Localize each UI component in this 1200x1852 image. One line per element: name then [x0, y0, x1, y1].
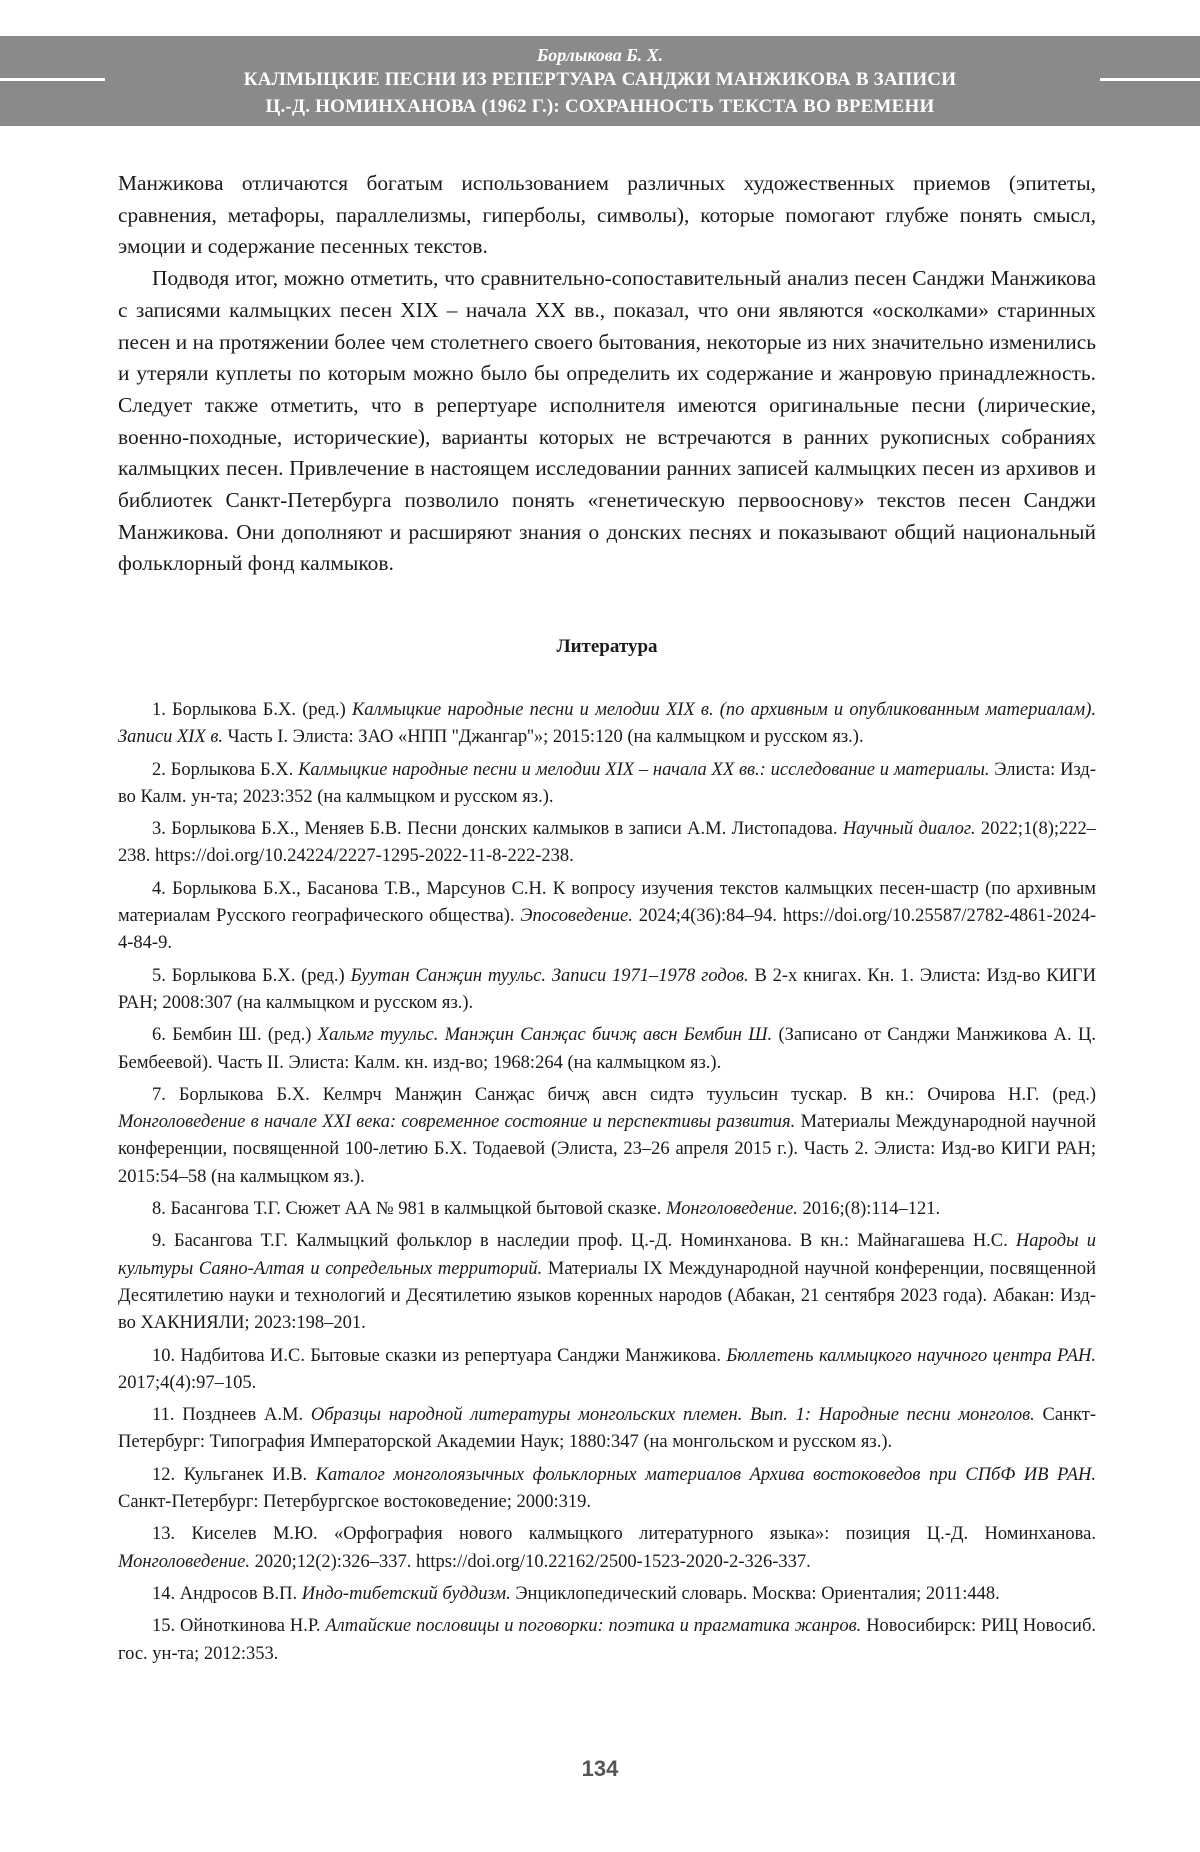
page-number: 134 — [581, 1756, 619, 1781]
header-title-line-2: Ц.-Д. НОМИНХАНОВА (1962 Г.): СОХРАННОСТЬ ТЕКСТА ВО ВРЕМЕНИ — [265, 96, 935, 117]
reference-item: 8. Басангова Т.Г. Сюжет АА № 981 в калмыцкой бытовой сказке. Монголоведение. 2016;(8):114–121. — [152, 1199, 941, 1220]
reference-item: 15. Ойноткинова Н.Р. Алтайские пословицы и поговорки: поэтика и прагматика жанров. Новосибирск: РИЦ Новосиб. гос. ун-та; 2012:353. — [118, 1616, 1096, 1664]
reference-item: 9. Басангова Т.Г. Калмыцкий фольклор в наследии проф. Ц.-Д. Номинханова. В кн.: Майнагашева Н.С. Народы и культуры Саяно-Алтая и сопредельных территорий. Материалы IX Международной научной конференции, посвященной Десятилетию науки и технологий и Десятилетию языков коренных народов (Абакан, 21 сентября 2023 года). Абакан: Изд-во ХАКНИЯЛИ; 2023:198–201. — [118, 1231, 1096, 1334]
references-heading: Литература — [556, 636, 658, 657]
reference-item: 2. Борлыкова Б.Х. Калмыцкие народные песни и мелодии XIX – начала XX вв.: исследование и материалы. Элиста: Изд-во Калм. ун-та; 2023:352 (на калмыцком и русском яз.). — [118, 759, 1097, 807]
reference-item: 6. Бембин Ш. (ред.) Хальмг туульс. Манҗин Санҗас бичҗ авсн Бембин Ш. (Записано от Санджи Манжикова А. Ц. Бембеевой). Часть II. Элиста: Калм. кн. изд-во; 1968:264 (на калмыцком яз.). — [118, 1025, 1096, 1073]
reference-item: 1. Борлыкова Б.Х. (ред.) Калмыцкие народные песни и мелодии XIX в. (по архивным и опубликованным материалам). Записи XIX в. Часть I. Элиста: ЗАО «НПП ''Джангар''»; 2015:120 (на калмыцком и русском яз.). — [118, 700, 1096, 748]
reference-item: 10. Надбитова И.С. Бытовые сказки из репертуара Санджи Манжикова. Бюллетень калмыцкого научного центра РАН. 2017;4(4):97–105. — [118, 1345, 1096, 1393]
reference-item: 13. Киселев М.Ю. «Орфография нового калмыцкого литературного языка»: позиция Ц.-Д. Номинханова. Монголоведение. 2020;12(2):326–337. https://doi.org/10.22162/2500-1523-2020-2-326-337. — [118, 1524, 1096, 1572]
header-rule-left — [0, 78, 105, 81]
article-body — [118, 168, 1096, 580]
running-header — [0, 36, 1200, 126]
header-author: Борлыкова Б. Х. — [536, 45, 664, 65]
reference-item: 7. Борлыкова Б.Х. Келмрч Манҗин Санҗас бичҗ авсн сидтә туульсин тускар. В кн.: Очирова Н.Г. (ред.) Монголоведение в начале XXI века: современное состояние и перспективы развития. Материалы Международной научной конференции, посвященной 100-летию Б.Х. Тодаевой (Элиста, 23–26 апреля 2015 г.). Часть 2. Элиста: Изд-во КИГИ РАН; 2015:54–58 (на калмыцком яз.). — [118, 1084, 1096, 1187]
header-title-line-1: КАЛМЫЦКИЕ ПЕСНИ ИЗ РЕПЕРТУАРА САНДЖИ МАНЖИКОВА В ЗАПИСИ — [243, 69, 957, 90]
reference-item: 5. Борлыкова Б.Х. (ред.) Буутан Санҗин туульс. Записи 1971–1978 годов. В 2-х книгах. Кн. 1. Элиста: Изд-во КИГИ РАН; 2008:307 (на калмыцком и русском яз.). — [118, 965, 1096, 1013]
reference-item: 12. Кульганек И.В. Каталог монголоязычных фольклорных материалов Архива востоковедов при СПбФ ИВ РАН. Санкт-Петербург: Петербургское востоковедение; 2000:319. — [118, 1464, 1096, 1513]
reference-item: 14. Андросов В.П. Индо-тибетский буддизм. Энциклопедический словарь. Москва: Ориенталия; 2011:448. — [152, 1583, 1000, 1604]
references-list — [118, 697, 1096, 1673]
reference-item: 3. Борлыкова Б.Х., Меняев Б.В. Песни донских калмыков в записи А.М. Листопадова. Научный диалог. 2022;1(8);222–238. https://doi.org/10.24224/2227-1295-2022-11-8-222-238. — [118, 819, 1096, 867]
reference-item: 11. Позднеев А.М. Образцы народной литературы монгольских племен. Вып. 1: Народные песни монголов. Санкт-Петербург: Типография Императорской Академии Наук; 1880:347 (на монгольском и русском яз.). — [118, 1405, 1096, 1453]
reference-item: 4. Борлыкова Б.Х., Басанова Т.В., Марсунов С.Н. К вопросу изучения текстов калмыцких песен-шастр (по архивным материалам Русского географического общества). Эпосоведение. 2024;4(36):84–94. https://doi.org/10.25587/2782-4861-2024-4-84-9. — [118, 878, 1097, 954]
body-paragraph-1: Манжикова отличаются богатым использованием различных художественных приемов (эпитеты, сравнения, метафоры, параллелизмы, гиперболы, символы), которые помогают глубже понять смысл, эмоции и содержание песенных текстов. — [118, 171, 1096, 259]
body-paragraph-2: Подводя итог, можно отметить, что сравнительно-сопоставительный анализ песен Санджи Манжикова с записями калмыцких песен XIX – начала XX вв., показал, что они являются «осколками» старинных песен и на протяжении более чем столетнего своего бытования, некоторые из них значительно изменились и утеряли куплеты по которым можно было бы определить их содержание и жанровую принадлежность. Следует также отметить, что в репертуаре исполнителя имеются оригинальные песни (лирические, военно-походные, исторические), варианты которых не встречаются в ранних рукописных собраниях калмыцких песен. Привлечение в настоящем исследовании ранних записей калмыцких песен из архивов и библиотек Санкт-Петербурга позволило понять «генетическую первооснову» текстов песен Санджи Манжикова. Они дополняют и расширяют знания о донских песнях и показывают общий национальный фольклорный фонд калмыков. — [118, 266, 1096, 576]
header-rule-right — [1100, 78, 1200, 81]
